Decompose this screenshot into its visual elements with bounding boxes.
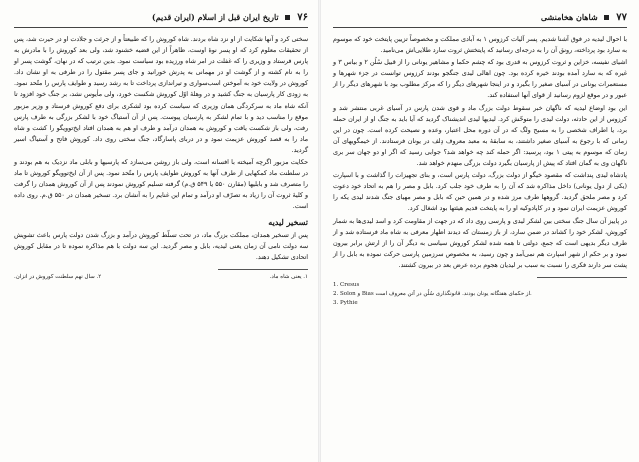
- right-paragraph: این بود اوضاع لیدیه که ناگهان خبر سقوط دولت بزرگ ماد و قوی شدن پارس در آسیای غربی منتشر شد و کرزوس از این حادثه، دولت لیدی را متوحّش کرد. لیدیها لیدی اندیشناک گردید که آیا باید به جنگ او از ایران حمله برد، یا اطراف شخصی را به مسیح ولگ که در آن دوره محل اعتبار، وعده و نصیحت کرده است. چون در این زمانی که با رجوع به آسیای صغیر داشتند، به سابقهٔ به معبد معروف دِلف در یونان فرستادند. از خیمگویهای آن زمان که موسوم به پیتی ۱ بود، پرسید: اگر حمله کند چه خواهد شد؟ جوابی رسید که اگر او دو جهان سر بری ناگهان وی به گمان افتاد که پیش از پارسیان بگیرد دولت بزرگی منهدم خواهد شد.: [333, 104, 627, 168]
- right-footnotes: [333, 281, 627, 308]
- right-paragraph: در پاییز آن سال جنگ سختی بین لشکر لیدی و پارسی روی داد که در جهت از مقاومت کرد و اسد لیدی‌ها به شمار کوروش، لشکر خود را کشاند در ضمن سارد، از باز زمستان که دیدند اظهار معرفی به شاه ماد فرستاده شد و از طرف دیگر بدیهی است که جمع، دولتی تا همه شده لشکر کوروش سیاسی به دیگر آن را از ارتش برابر بیرون نمود و بر حکم از شهر اسپارت هم نمی‌آمد و چون رسید، به مخصوص سرزمین پارسی حرکت نموده به بابل را از پشت سر دارند فکری را نسبت به سبب بر لیدیان هجوم برده عرض بعد در بیرون کشتند.: [333, 217, 627, 269]
- footnote: ۲. سال نهم سلطنت کوروش در انزان.: [14, 273, 102, 280]
- right-page-number: ۷۷: [616, 11, 627, 23]
- right-header-title-group: [541, 12, 627, 23]
- right-body-text: [333, 34, 627, 271]
- square-bullet-icon: [604, 15, 609, 20]
- section-subheading: تسخیر لیدیه: [268, 216, 308, 227]
- left-running-head: [14, 10, 308, 28]
- footnote: 1. Cresus: [333, 281, 360, 288]
- left-paragraph: سختی کرد و آنها شکایت از او نزد شاه بردند. شاه کوروش را که طبیعتاً و از جرئت و جلادت او در حیرت شد، پس از تحقیقات معلوم کرد که او پسر نوهٔ اوست، ظاهراً از این قضیه خشنود شد، ولی بعد کوروش را با مادرش به پارس فرستاد و وزیری را که غفلت در امر شاه ورزیده بود سیاست نمود. بدین ترتیب که در نهان، گوشت پسر او را به نام کشته و از گوشت او در مهمانی به پدرش خورانید و جای پسر مقتول را در طرفی به او نشان داد. کوروش در ولایت خود به آموختن اسب‌سواری و تیراندازی پرداخت تا به رشد رسید و طوایف پارس را متّحد نمود. به زودی کار پارسیان به جنگ کشید و در وهلهٔ اوّل کوروش شکست خورد، ولی مأیوس نشد، بر جنگ خود افزود تا آنکه شاه ماد به سرکردگی همان وزیری که سیاست کرده بود لشکری برای دفع کوروش فرستاد و وزیر مزبور موقع را مناسب دید و با تمام لشکر به پارسیان پیوست. پس از آن آستیاگ خود با لشکر بزرگی به طرف پارس رفت، ولی باز شکست یافت و کوروش به همدان درآمد و طرف او هم به همدان افتاد ایخ‌تو‌ویگو را کشت و شاه ماد را به قصد کوروش عزیمت نمود و در دربای پاسارگاد، جنگ سختی روی داد. کوروش فاتح و آستیاگ اسیر گردید.: [14, 36, 308, 154]
- square-bullet-icon: [285, 15, 290, 20]
- left-header-title: تاریخ ایران قبل از اسلام (ایران قدیم): [151, 11, 279, 22]
- right-header-title: شاهان هخامنشی: [540, 11, 598, 22]
- footnote: 2. Solon و Bias از حکمای هفتگانه یونان بودند. قانونگذاری سُلُن در آتن معروف است.: [333, 290, 532, 297]
- left-header-title-group: [152, 12, 308, 23]
- left-paragraph: پس از تسخیر همدان، مملکت بزرگ ماد، در تحت تسلّط کوروش درآمد و بزرگ شدن دولت پارس باعث تشویش سه دولت نامی آن زمان یعنی لیدیه، بابل و مصر گردید. این سه دولت با هم مذاکره نموده تا در مقابل کوروش اتحادی تشکیل دهند.: [14, 231, 308, 261]
- left-body-text: [14, 34, 308, 263]
- left-footnotes: [14, 273, 308, 282]
- right-paragraph: با احوال لیدیه در فوق آشنا شدیم. پسر آلیات کرزوس ۱ به آبادی مملکت و مخصوصاً تزیین پایتخت خود که موسوم به سارد بود پرداخته، رونق آن را به درجه‌ای رسانید که پایتختش ثروت سارد طلایی‌اش می‌نامید.: [333, 36, 627, 55]
- footnote: 3. Pythie: [333, 299, 358, 306]
- left-paragraph: حکایت مزبور اگرچه آمیخته با افسانه است، ولی باز روشن می‌سازد که پارسیها و بابلی ماد نزدیک به هم بودند و در سلطنت ماد کمکهایی از طرف آنها به کوروش طوایف پارس را متّحد نمود. پس از آن ایخ‌تو‌ویگو کوروش تا ماد را متصرف شد و بابلیها (مقارن ۵۵۰ یا ۵۴۹ ق.م) گرفته تسلیم کوروش نمودند پس از آن کوروش همدان را گرفت و کلیهٔ ثروت آن را زیاد به تصرّف او درآمد و تمام این غنایم را به آنشان برد. تسخیر همدان در ۵۵۰ ق.م. روی داده است.: [14, 159, 308, 211]
- footnote-divider: [218, 269, 308, 270]
- right-page: [321, 0, 639, 462]
- right-paragraph: پادشاه لیدی پنداشت که مقصود خیگو از دولت بزرگ، دولت پارس است، و بنای تجهیزات را گذاشت و با اسپارت (یکی از دول یونانی) داخل مذاکره شد که آن را به طرف خود جلب کرد. بابل و مصر را هم به اتحاد خود دعوت کرد و مصر ملحق گردید. گروهها طرف مرز شده و در همین حین که بابل و مصر مهیای جنگ شدند لیدی یکه را کوروش عزیمت ایران نمود و در کاپادوکیه او را به پایتخت قدیم هیئتها بود اشغال کرد.: [333, 172, 627, 213]
- footnote-divider: [537, 277, 627, 278]
- left-page: [0, 0, 318, 462]
- footnote: ۱. یعنی شاه ماد.: [269, 273, 308, 280]
- left-page-number: ۷۶: [297, 11, 308, 23]
- right-running-head: [333, 10, 627, 28]
- right-paragraph: اشیای نفیسه، خزاین و ثروت کرزوس به قدری بود که چشم حکما و مشاهیر یونانی را از قبیل سُلُن ۲ و بیاس ۳ و غیره که به سارد آمده بودند خیره کرده بود. چون اهالی لیدی جنگجو بودند کرزوس توانست در جزء شهرها و مستعمرات یونانی در آسیای صغیر را بگیرد و در اینجا شهرهای دیگر را که مرکز مطلوب بود با شهرهای دیگر را از عبور و در موقع لزوم رسانید از قوای آنها استفاده کند.: [333, 59, 628, 100]
